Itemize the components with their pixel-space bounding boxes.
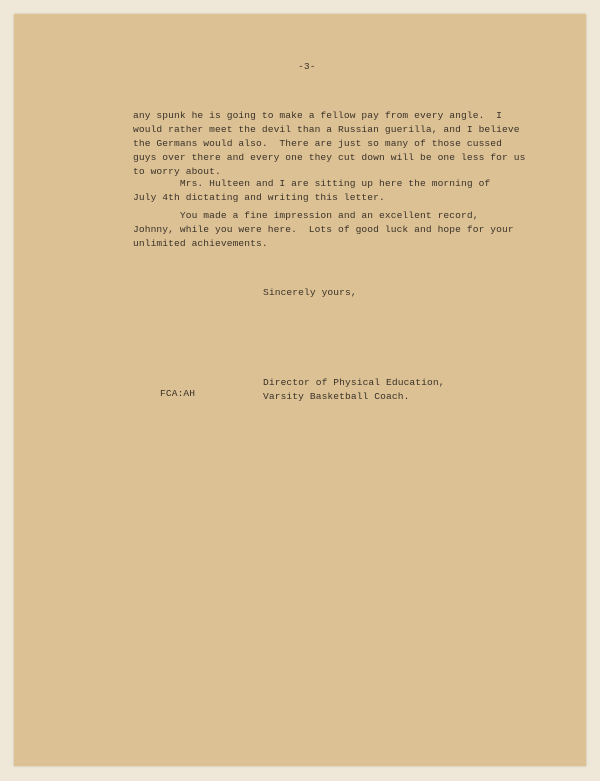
closing-salutation: Sincerely yours, xyxy=(263,287,357,298)
signature-title-line-2: Varsity Basketball Coach. xyxy=(263,391,410,402)
letter-paragraph-2: Mrs. Hulteen and I are sitting up here the morning of July 4th dictating and writing this letter. xyxy=(133,178,491,203)
letter-paragraph-3: You made a fine impression and an excellent record, Johnny, while you were here. Lots of good luck and hope for your unlimited achievements. xyxy=(133,210,514,249)
page-number: -3- xyxy=(298,61,316,72)
reference-initials: FCA:AH xyxy=(160,388,196,399)
signature-title-line-1: Director of Physical Education, xyxy=(263,377,445,388)
letter-paragraph-1: any spunk he is going to make a fellow pay from every angle. I would rather meet the devil than a Russian guerilla, and I believe the Germans would also. There are just so many of those cussed guys over there and every one they cut down will be one less for us to worry about. xyxy=(133,110,526,177)
